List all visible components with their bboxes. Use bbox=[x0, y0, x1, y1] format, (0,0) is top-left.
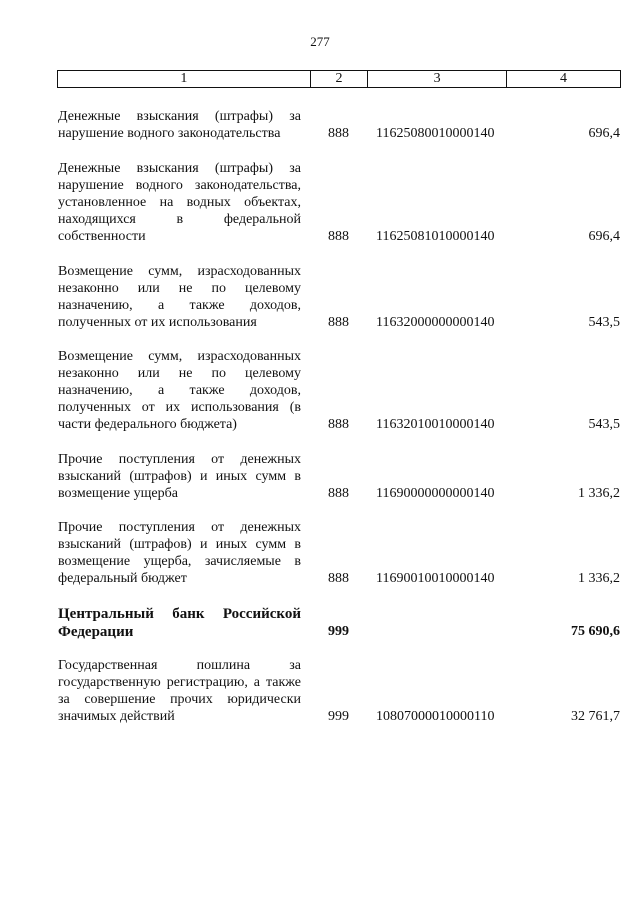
row-description: Денежные взыскания (штрафы) за нарушение водного законодательства, установленное на водных объектах, находящихся в федеральной собственности bbox=[58, 161, 301, 244]
row-classification-code: 10807000010000110 bbox=[376, 709, 495, 724]
row-amount: 543,5 bbox=[588, 417, 620, 432]
row-amount: 696,4 bbox=[588, 126, 620, 141]
column-header-4: 4 bbox=[506, 71, 620, 88]
row-admin-code: 888 bbox=[328, 315, 349, 330]
row-classification-code: 11690010010000140 bbox=[376, 571, 495, 586]
row-description: Прочие поступления от денежных взысканий (штрафов) и иных сумм в возмещение ущерба bbox=[58, 452, 301, 501]
row-admin-code: 888 bbox=[328, 486, 349, 501]
row-description: Центральный банк Российской Федерации bbox=[58, 606, 301, 640]
row-description: Государственная пошлина за государственную регистрацию, а также за совершение прочих юридически значимых действий bbox=[58, 658, 301, 724]
row-amount: 543,5 bbox=[588, 315, 620, 330]
row-description: Возмещение сумм, израсходованных незаконно или не по целевому назначению, а также доходов, полученных от их использования (в части федерального бюджета) bbox=[58, 349, 301, 432]
row-description: Денежные взыскания (штрафы) за нарушение водного законодательства bbox=[58, 109, 301, 141]
row-description: Возмещение сумм, израсходованных незаконно или не по целевому назначению, а также доходов, полученных от их использования bbox=[58, 264, 301, 330]
row-amount: 75 690,6 bbox=[571, 624, 620, 639]
row-classification-code: 11632010010000140 bbox=[376, 417, 495, 432]
row-classification-code: 11625081010000140 bbox=[376, 229, 495, 244]
row-classification-code: 11625080010000140 bbox=[376, 126, 495, 141]
column-header-2: 2 bbox=[310, 71, 368, 88]
row-amount: 32 761,7 bbox=[571, 709, 620, 724]
column-header-table bbox=[57, 70, 621, 88]
row-admin-code: 888 bbox=[328, 571, 349, 586]
row-admin-code: 999 bbox=[328, 624, 349, 639]
column-header-3: 3 bbox=[368, 71, 507, 88]
row-admin-code: 888 bbox=[328, 417, 349, 432]
row-admin-code: 999 bbox=[328, 709, 349, 724]
row-amount: 1 336,2 bbox=[578, 486, 620, 501]
column-header-1: 1 bbox=[58, 71, 311, 88]
row-admin-code: 888 bbox=[328, 229, 349, 244]
row-classification-code: 11690000000000140 bbox=[376, 486, 495, 501]
column-header-row bbox=[58, 71, 621, 88]
row-amount: 696,4 bbox=[588, 229, 620, 244]
row-classification-code: 11632000000000140 bbox=[376, 315, 495, 330]
row-admin-code: 888 bbox=[328, 126, 349, 141]
page-number: 277 bbox=[310, 34, 330, 49]
row-amount: 1 336,2 bbox=[578, 571, 620, 586]
row-description: Прочие поступления от денежных взысканий (штрафов) и иных сумм в возмещение ущерба, зачисляемые в федеральный бюджет bbox=[58, 520, 301, 586]
